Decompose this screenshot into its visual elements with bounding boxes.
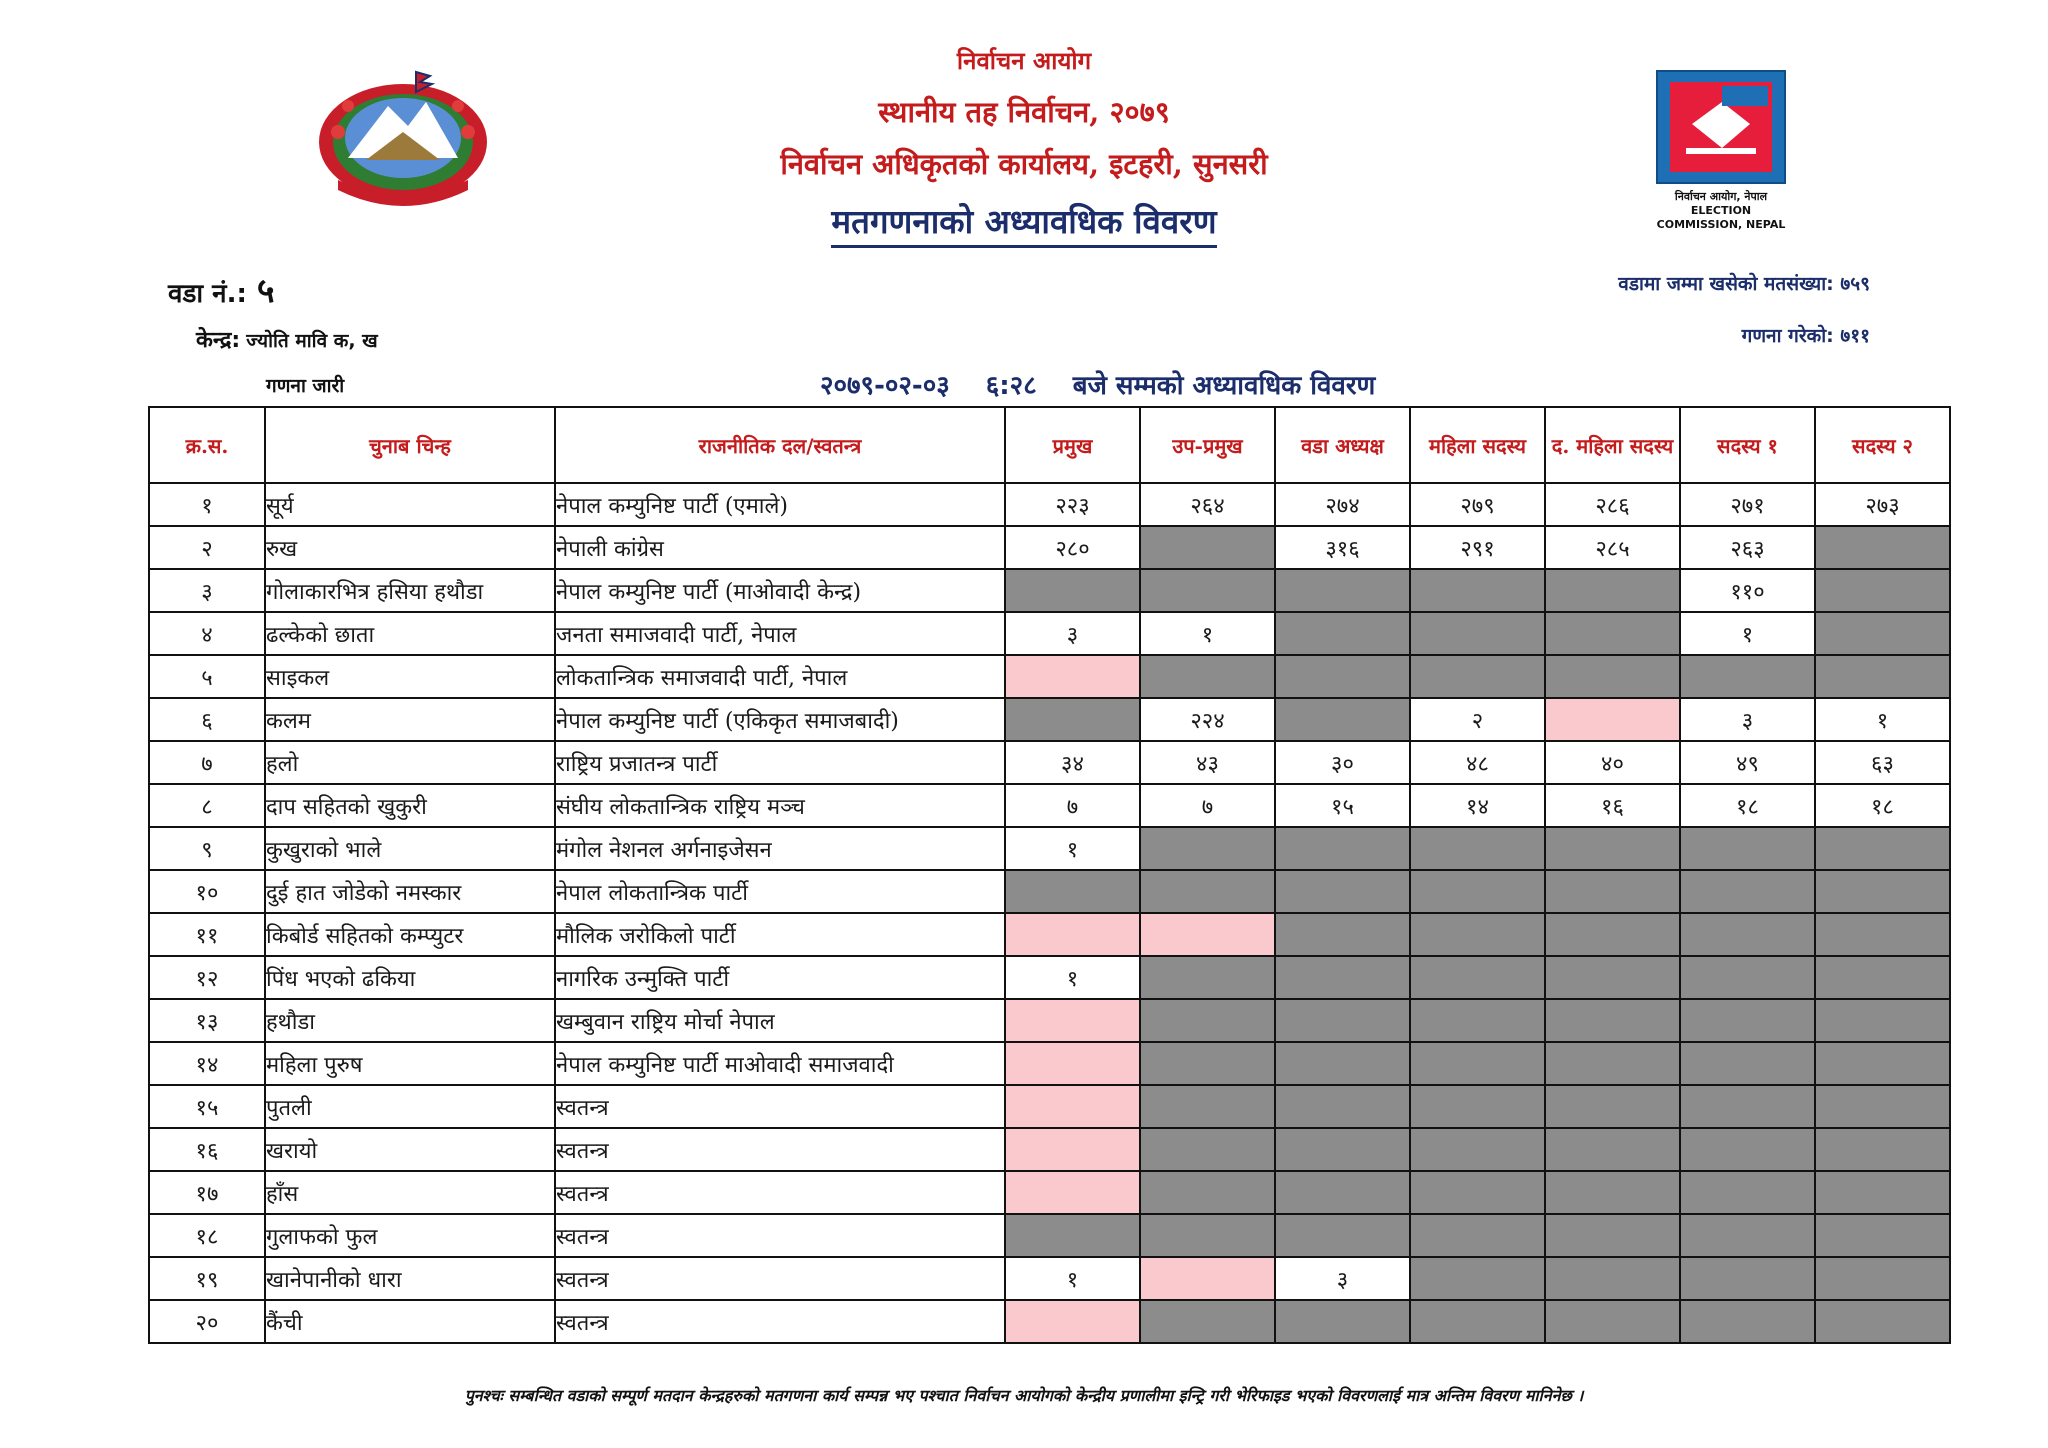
vote-cell: १ xyxy=(1005,956,1140,999)
not-contested-cell xyxy=(1410,612,1545,655)
serial-cell: १ xyxy=(149,483,265,526)
not-contested-cell xyxy=(1275,1171,1410,1214)
column-header: क्र.स. xyxy=(149,407,265,483)
not-contested-cell xyxy=(1275,870,1410,913)
table-row xyxy=(149,741,1950,784)
page-title-text: मतगणनाको अध्यावधिक विवरण xyxy=(831,202,1216,248)
no-vote-cell xyxy=(1005,1300,1140,1343)
not-contested-cell xyxy=(1005,870,1140,913)
vote-cell: २७१ xyxy=(1680,483,1815,526)
total-votes-value: ७५९ xyxy=(1840,273,1870,295)
not-contested-cell xyxy=(1680,1300,1815,1343)
vote-cell: ३ xyxy=(1005,612,1140,655)
not-contested-cell xyxy=(1410,1214,1545,1257)
party-cell: राष्ट्रिय प्रजातन्त्र पार्टी xyxy=(555,741,1005,784)
column-header: सदस्य २ xyxy=(1815,407,1950,483)
table-row xyxy=(149,1085,1950,1128)
serial-cell: २० xyxy=(149,1300,265,1343)
commission-name: निर्वाचन आयोग xyxy=(956,46,1092,75)
symbol-cell: दाप सहितको खुकुरी xyxy=(265,784,555,827)
not-contested-cell xyxy=(1140,870,1275,913)
party-cell: स्वतन्त्र xyxy=(555,1171,1005,1214)
election-name: स्थानीय तह निर्वाचन, २०७९ xyxy=(878,95,1170,129)
not-contested-cell xyxy=(1815,1300,1950,1343)
not-contested-cell xyxy=(1680,870,1815,913)
table-row xyxy=(149,483,1950,526)
not-contested-cell xyxy=(1815,1042,1950,1085)
centre-info xyxy=(196,324,378,354)
serial-cell: १८ xyxy=(149,1214,265,1257)
not-contested-cell xyxy=(1410,1257,1545,1300)
vote-cell: ७ xyxy=(1005,784,1140,827)
not-contested-cell xyxy=(1815,612,1950,655)
not-contested-cell xyxy=(1815,526,1950,569)
as-of-time: ६:२८ xyxy=(985,371,1037,401)
symbol-cell: कैंची xyxy=(265,1300,555,1343)
no-vote-cell xyxy=(1140,913,1275,956)
ecn-caption-np: निर्वाचन आयोग, नेपाल xyxy=(1674,190,1768,203)
table-row xyxy=(149,956,1950,999)
not-contested-cell xyxy=(1005,1214,1140,1257)
no-vote-cell xyxy=(1005,999,1140,1042)
not-contested-cell xyxy=(1410,827,1545,870)
not-contested-cell xyxy=(1275,1128,1410,1171)
not-contested-cell xyxy=(1815,870,1950,913)
serial-cell: ६ xyxy=(149,698,265,741)
vote-cell: २७३ xyxy=(1815,483,1950,526)
serial-cell: ४ xyxy=(149,612,265,655)
vote-cell: २८५ xyxy=(1545,526,1680,569)
vote-cell: ४९ xyxy=(1680,741,1815,784)
symbol-cell: सूर्य xyxy=(265,483,555,526)
serial-cell: ८ xyxy=(149,784,265,827)
column-header: प्रमुख xyxy=(1005,407,1140,483)
serial-cell: १२ xyxy=(149,956,265,999)
symbol-cell: गोलाकारभित्र हसिया हथौडा xyxy=(265,569,555,612)
not-contested-cell xyxy=(1005,569,1140,612)
not-contested-cell xyxy=(1545,956,1680,999)
not-contested-cell xyxy=(1680,1042,1815,1085)
office-name: निर्वाचन अधिकृतको कार्यालय, इटहरी, सुनसरी xyxy=(780,147,1268,181)
nepal-emblem-icon xyxy=(308,62,498,212)
ward-label: वडा नं.: xyxy=(168,279,247,309)
not-contested-cell xyxy=(1140,1300,1275,1343)
not-contested-cell xyxy=(1140,1171,1275,1214)
table-row xyxy=(149,1042,1950,1085)
not-contested-cell xyxy=(1275,913,1410,956)
party-cell: खम्बुवान राष्ट्रिय मोर्चा नेपाल xyxy=(555,999,1005,1042)
vote-cell: २८० xyxy=(1005,526,1140,569)
not-contested-cell xyxy=(1680,1171,1815,1214)
vote-cell: ४८ xyxy=(1410,741,1545,784)
party-cell: मंगोल नेशनल अर्गनाइजेसन xyxy=(555,827,1005,870)
party-cell: नेपाली कांग्रेस xyxy=(555,526,1005,569)
symbol-cell: किबोर्ड सहितको कम्प्युटर xyxy=(265,913,555,956)
symbol-cell: हाँस xyxy=(265,1171,555,1214)
vote-cell: १ xyxy=(1140,612,1275,655)
ecn-logo xyxy=(1656,70,1786,232)
column-header: द. महिला सदस्य xyxy=(1545,407,1680,483)
not-contested-cell xyxy=(1545,612,1680,655)
not-contested-cell xyxy=(1680,956,1815,999)
symbol-cell: पिंध भएको ढकिया xyxy=(265,956,555,999)
serial-cell: ११ xyxy=(149,913,265,956)
vote-cell: १ xyxy=(1680,612,1815,655)
not-contested-cell xyxy=(1545,1214,1680,1257)
not-contested-cell xyxy=(1815,655,1950,698)
column-header: चुनाब चिन्ह xyxy=(265,407,555,483)
not-contested-cell xyxy=(1815,956,1950,999)
serial-cell: १५ xyxy=(149,1085,265,1128)
not-contested-cell xyxy=(1815,999,1950,1042)
party-cell: स्वतन्त्र xyxy=(555,1257,1005,1300)
vote-cell: २६३ xyxy=(1680,526,1815,569)
party-cell: नेपाल कम्युनिष्ट पार्टी (एकिकृत समाजबादी) xyxy=(555,698,1005,741)
results-table xyxy=(148,406,1951,1344)
ward-info xyxy=(168,266,275,312)
symbol-cell: साइकल xyxy=(265,655,555,698)
symbol-cell: खरायो xyxy=(265,1128,555,1171)
not-contested-cell xyxy=(1140,1042,1275,1085)
party-cell: नेपाल कम्युनिष्ट पार्टी माओवादी समाजवादी xyxy=(555,1042,1005,1085)
not-contested-cell xyxy=(1545,1300,1680,1343)
table-row xyxy=(149,784,1950,827)
as-of-text: बजे सम्मको अध्यावधिक विवरण xyxy=(1072,371,1376,401)
vote-cell: ३ xyxy=(1275,1257,1410,1300)
not-contested-cell xyxy=(1815,1214,1950,1257)
serial-cell: १६ xyxy=(149,1128,265,1171)
not-contested-cell xyxy=(1410,1171,1545,1214)
not-contested-cell xyxy=(1545,827,1680,870)
not-contested-cell xyxy=(1680,827,1815,870)
table-row xyxy=(149,569,1950,612)
not-contested-cell xyxy=(1680,999,1815,1042)
not-contested-cell xyxy=(1410,956,1545,999)
party-cell: नेपाल कम्युनिष्ट पार्टी (माओवादी केन्द्र) xyxy=(555,569,1005,612)
party-cell: नेपाल कम्युनिष्ट पार्टी (एमाले) xyxy=(555,483,1005,526)
table-row xyxy=(149,526,1950,569)
table-row xyxy=(149,1128,1950,1171)
not-contested-cell xyxy=(1545,870,1680,913)
no-vote-cell xyxy=(1005,1171,1140,1214)
not-contested-cell xyxy=(1680,1085,1815,1128)
party-cell: संघीय लोकतान्त्रिक राष्ट्रिय मञ्च xyxy=(555,784,1005,827)
column-header: वडा अध्यक्ष xyxy=(1275,407,1410,483)
vote-cell: २७९ xyxy=(1410,483,1545,526)
symbol-cell: कलम xyxy=(265,698,555,741)
ecn-caption-en: ELECTION COMMISSION, NEPAL xyxy=(1656,204,1786,231)
not-contested-cell xyxy=(1275,569,1410,612)
column-header: राजनीतिक दल/स्वतन्त्र xyxy=(555,407,1005,483)
not-contested-cell xyxy=(1545,655,1680,698)
not-contested-cell xyxy=(1545,913,1680,956)
table-row xyxy=(149,870,1950,913)
symbol-cell: गुलाफको फुल xyxy=(265,1214,555,1257)
not-contested-cell xyxy=(1815,569,1950,612)
table-row xyxy=(149,1214,1950,1257)
serial-cell: ७ xyxy=(149,741,265,784)
table-row xyxy=(149,655,1950,698)
not-contested-cell xyxy=(1275,956,1410,999)
table-row xyxy=(149,698,1950,741)
symbol-cell: ढल्केको छाता xyxy=(265,612,555,655)
ballot-box-icon xyxy=(1656,70,1786,184)
serial-cell: ५ xyxy=(149,655,265,698)
vote-cell: २२३ xyxy=(1005,483,1140,526)
not-contested-cell xyxy=(1410,913,1545,956)
not-contested-cell xyxy=(1140,526,1275,569)
vote-cell: २७४ xyxy=(1275,483,1410,526)
vote-cell: ७ xyxy=(1140,784,1275,827)
table-row xyxy=(149,1257,1950,1300)
not-contested-cell xyxy=(1140,1085,1275,1128)
not-contested-cell xyxy=(1275,1085,1410,1128)
no-vote-cell xyxy=(1005,655,1140,698)
party-cell: स्वतन्त्र xyxy=(555,1300,1005,1343)
not-contested-cell xyxy=(1410,1085,1545,1128)
not-contested-cell xyxy=(1275,612,1410,655)
not-contested-cell xyxy=(1275,1042,1410,1085)
vote-cell: ३० xyxy=(1275,741,1410,784)
not-contested-cell xyxy=(1680,1257,1815,1300)
not-contested-cell xyxy=(1815,1128,1950,1171)
not-contested-cell xyxy=(1275,827,1410,870)
symbol-cell: खानेपानीको धारा xyxy=(265,1257,555,1300)
not-contested-cell xyxy=(1545,1042,1680,1085)
as-of-date: २०७९-०२-०३ xyxy=(820,371,950,401)
party-cell: नेपाल लोकतान्त्रिक पार्टी xyxy=(555,870,1005,913)
counted-votes xyxy=(1742,322,1870,348)
not-contested-cell xyxy=(1410,655,1545,698)
no-vote-cell xyxy=(1005,1085,1140,1128)
not-contested-cell xyxy=(1410,999,1545,1042)
serial-cell: ३ xyxy=(149,569,265,612)
party-cell: लोकतान्त्रिक समाजवादी पार्टी, नेपाल xyxy=(555,655,1005,698)
column-header: महिला सदस्य xyxy=(1410,407,1545,483)
vote-cell: ३१६ xyxy=(1275,526,1410,569)
vote-cell: १५ xyxy=(1275,784,1410,827)
not-contested-cell xyxy=(1680,1128,1815,1171)
not-contested-cell xyxy=(1140,1214,1275,1257)
table-row xyxy=(149,1300,1950,1343)
party-cell: स्वतन्त्र xyxy=(555,1214,1005,1257)
not-contested-cell xyxy=(1545,1128,1680,1171)
party-cell: जनता समाजवादी पार्टी, नेपाल xyxy=(555,612,1005,655)
serial-cell: २ xyxy=(149,526,265,569)
not-contested-cell xyxy=(1140,1128,1275,1171)
not-contested-cell xyxy=(1275,655,1410,698)
party-cell: मौलिक जरोकिलो पार्टी xyxy=(555,913,1005,956)
not-contested-cell xyxy=(1410,1042,1545,1085)
not-contested-cell xyxy=(1275,999,1410,1042)
column-header: सदस्य १ xyxy=(1680,407,1815,483)
vote-cell: ४३ xyxy=(1140,741,1275,784)
symbol-cell: हथौडा xyxy=(265,999,555,1042)
table-row xyxy=(149,1171,1950,1214)
not-contested-cell xyxy=(1275,698,1410,741)
not-contested-cell xyxy=(1410,1300,1545,1343)
serial-cell: १९ xyxy=(149,1257,265,1300)
vote-cell: १ xyxy=(1005,827,1140,870)
vote-cell: ३ xyxy=(1680,698,1815,741)
table-header-row xyxy=(149,407,1950,483)
not-contested-cell xyxy=(1545,569,1680,612)
not-contested-cell xyxy=(1005,698,1140,741)
vote-cell: ६३ xyxy=(1815,741,1950,784)
serial-cell: १३ xyxy=(149,999,265,1042)
table-row xyxy=(149,612,1950,655)
total-votes xyxy=(1618,270,1870,296)
vote-cell: १ xyxy=(1005,1257,1140,1300)
not-contested-cell xyxy=(1275,1214,1410,1257)
not-contested-cell xyxy=(1815,1085,1950,1128)
symbol-cell: हलो xyxy=(265,741,555,784)
table-row xyxy=(149,999,1950,1042)
no-vote-cell xyxy=(1005,1128,1140,1171)
no-vote-cell xyxy=(1140,1257,1275,1300)
no-vote-cell xyxy=(1005,1042,1140,1085)
not-contested-cell xyxy=(1140,569,1275,612)
not-contested-cell xyxy=(1815,1171,1950,1214)
vote-cell: १६ xyxy=(1545,784,1680,827)
vote-cell: १ xyxy=(1815,698,1950,741)
table-body xyxy=(149,483,1950,1343)
symbol-cell: महिला पुरुष xyxy=(265,1042,555,1085)
not-contested-cell xyxy=(1275,1300,1410,1343)
total-votes-label: वडामा जम्मा खसेको मतसंख्या: xyxy=(1618,273,1834,295)
not-contested-cell xyxy=(1545,1257,1680,1300)
vote-cell: ११० xyxy=(1680,569,1815,612)
counted-votes-value: ७११ xyxy=(1840,325,1870,347)
not-contested-cell xyxy=(1140,827,1275,870)
not-contested-cell xyxy=(1410,569,1545,612)
as-of-line xyxy=(820,366,1375,402)
symbol-cell: पुतली xyxy=(265,1085,555,1128)
serial-cell: १७ xyxy=(149,1171,265,1214)
table-row xyxy=(149,913,1950,956)
ecn-caption xyxy=(1656,190,1786,232)
vote-cell: २८६ xyxy=(1545,483,1680,526)
not-contested-cell xyxy=(1410,870,1545,913)
serial-cell: ९ xyxy=(149,827,265,870)
vote-cell: २२४ xyxy=(1140,698,1275,741)
not-contested-cell xyxy=(1410,1128,1545,1171)
centre-value: ज्योति मावि क, ख xyxy=(246,330,378,352)
footnote: पुनश्चः सम्बन्धित वडाको सम्पूर्ण मतदान केन्द्रहरुको मतगणना कार्य सम्पन्न भए पश्चात निर्वाचन आयोगको केन्द्रीय प्रणालीमा इन्ट्रि गरी भेरिफाइड भएको विवरणलाई मात्र अन्तिम विवरण मानिनेछ । xyxy=(464,1386,1584,1405)
symbol-cell: कुखुराको भाले xyxy=(265,827,555,870)
not-contested-cell xyxy=(1680,655,1815,698)
not-contested-cell xyxy=(1815,827,1950,870)
not-contested-cell xyxy=(1545,1171,1680,1214)
not-contested-cell xyxy=(1680,1214,1815,1257)
symbol-cell: रुख xyxy=(265,526,555,569)
ward-value: ५ xyxy=(256,271,275,311)
centre-label: केन्द्र: xyxy=(196,328,241,353)
party-cell: नागरिक उन्मुक्ति पार्टी xyxy=(555,956,1005,999)
vote-cell: १८ xyxy=(1815,784,1950,827)
not-contested-cell xyxy=(1140,655,1275,698)
vote-cell: ४० xyxy=(1545,741,1680,784)
vote-cell: १८ xyxy=(1680,784,1815,827)
count-status: गणना जारी xyxy=(266,375,345,397)
no-vote-cell xyxy=(1545,698,1680,741)
not-contested-cell xyxy=(1140,999,1275,1042)
no-vote-cell xyxy=(1005,913,1140,956)
serial-cell: १४ xyxy=(149,1042,265,1085)
not-contested-cell xyxy=(1680,913,1815,956)
symbol-cell: दुई हात जोडेको नमस्कार xyxy=(265,870,555,913)
party-cell: स्वतन्त्र xyxy=(555,1128,1005,1171)
column-header: उप-प्रमुख xyxy=(1140,407,1275,483)
not-contested-cell xyxy=(1545,1085,1680,1128)
vote-cell: १४ xyxy=(1410,784,1545,827)
vote-cell: ३४ xyxy=(1005,741,1140,784)
counted-votes-label: गणना गरेको: xyxy=(1741,325,1834,347)
not-contested-cell xyxy=(1140,956,1275,999)
table-row xyxy=(149,827,1950,870)
not-contested-cell xyxy=(1815,1257,1950,1300)
vote-cell: २९१ xyxy=(1410,526,1545,569)
vote-cell: २६४ xyxy=(1140,483,1275,526)
not-contested-cell xyxy=(1815,913,1950,956)
serial-cell: १० xyxy=(149,870,265,913)
party-cell: स्वतन्त्र xyxy=(555,1085,1005,1128)
vote-cell: २ xyxy=(1410,698,1545,741)
not-contested-cell xyxy=(1545,999,1680,1042)
